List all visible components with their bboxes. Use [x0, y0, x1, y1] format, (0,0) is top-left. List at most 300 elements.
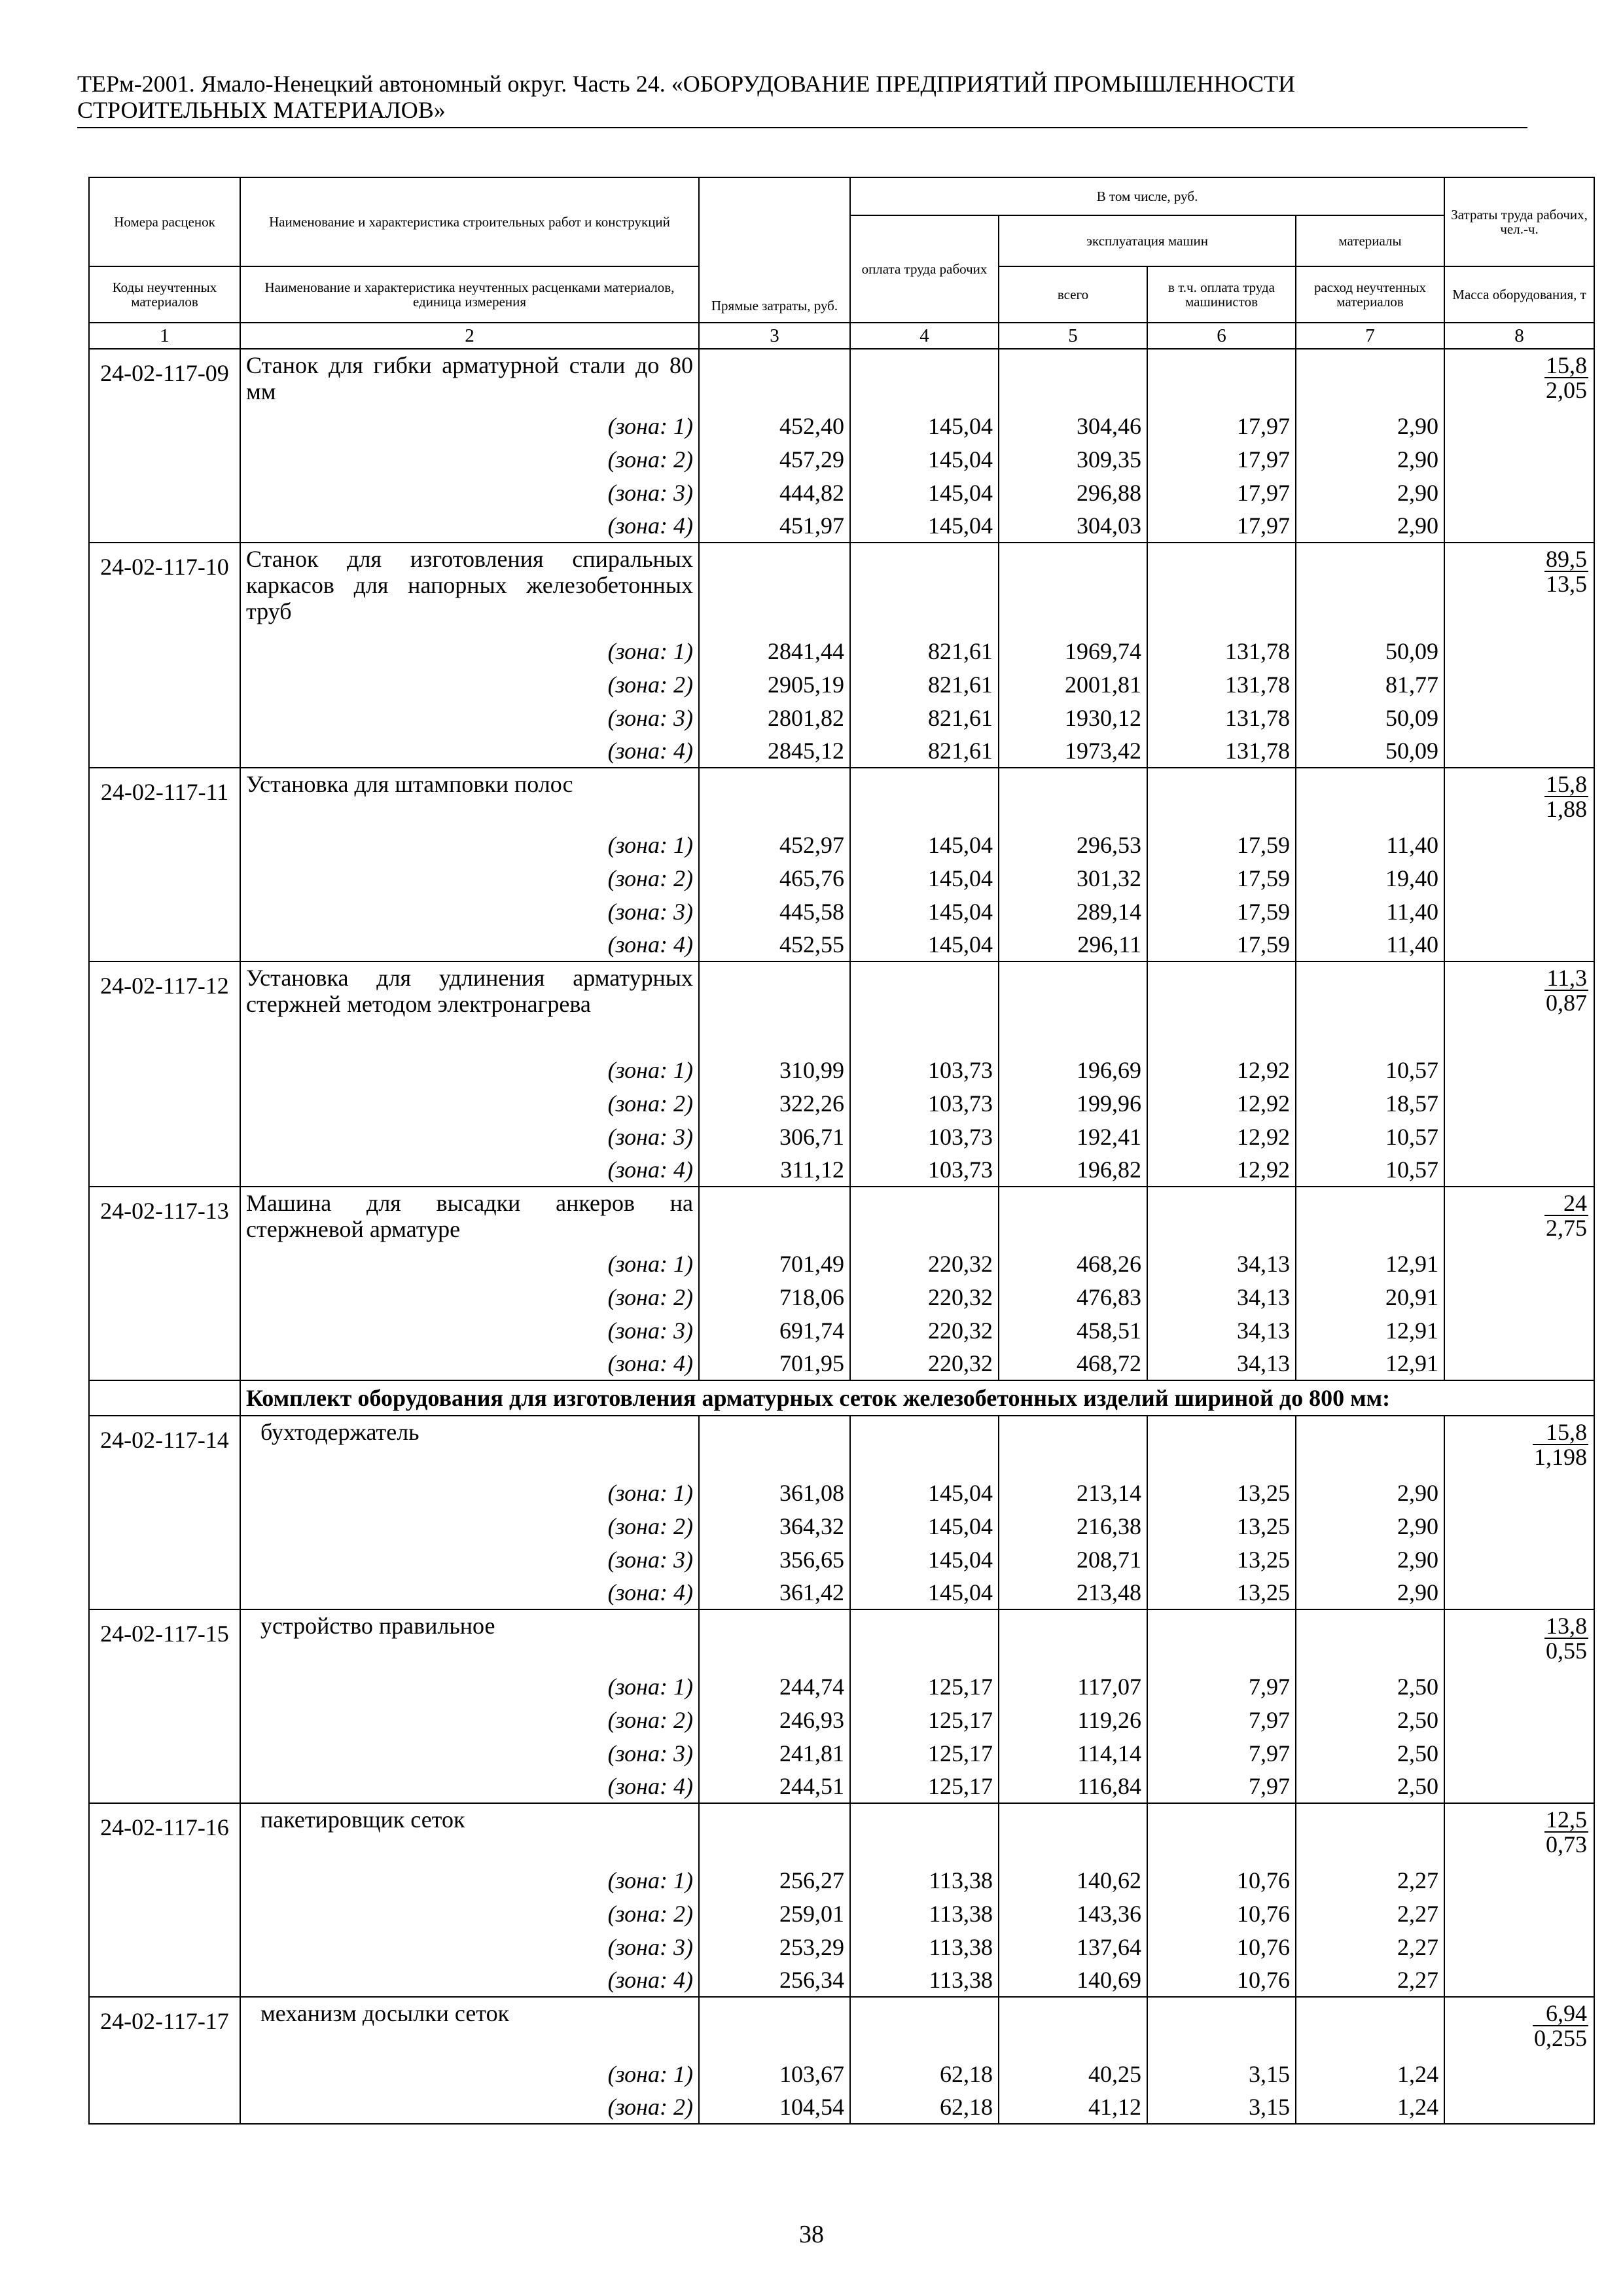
operator-wages: 7,97 — [1147, 1670, 1296, 1703]
operator-wages: 17,97 — [1147, 442, 1296, 476]
labor-value: 89,5 — [1546, 546, 1588, 572]
worker-wages: 145,04 — [850, 828, 999, 861]
materials-cost: 2,27 — [1296, 1964, 1444, 1997]
worker-wages: 145,04 — [850, 476, 999, 509]
mass-value: 0,55 — [1546, 1638, 1588, 1664]
zone-row — [89, 1897, 1594, 1930]
labor-mass-cell — [1444, 1609, 1594, 1670]
zone-row — [89, 442, 1594, 476]
materials-cost: 2,90 — [1296, 1476, 1444, 1509]
machines-total: 304,03 — [999, 509, 1147, 543]
machines-total: 196,82 — [999, 1153, 1147, 1187]
direct-cost: 356,65 — [699, 1543, 850, 1576]
worker-wages: 145,04 — [850, 1476, 999, 1509]
zone-label: (зона: 2) — [240, 861, 699, 895]
zone-row — [89, 1153, 1594, 1187]
section-row — [89, 1380, 1594, 1416]
rate-name-text: Установка для удлинения арматурных стержней методом электронагрева — [246, 965, 693, 1017]
direct-cost: 718,06 — [699, 1280, 850, 1314]
materials-cost: 19,40 — [1296, 861, 1444, 895]
worker-wages: 103,73 — [850, 1153, 999, 1187]
operator-wages: 17,59 — [1147, 861, 1296, 895]
machines-total: 140,62 — [999, 1863, 1147, 1897]
zone-label: (зона: 3) — [240, 1930, 699, 1964]
zone-label: (зона: 1) — [240, 1247, 699, 1280]
direct-cost: 322,26 — [699, 1086, 850, 1120]
zone-row — [89, 734, 1594, 768]
rate-name-text: пакетировщик сеток — [260, 1806, 465, 1833]
machines-total: 468,72 — [999, 1347, 1147, 1380]
direct-cost: 244,74 — [699, 1670, 850, 1703]
th-materialy: материалы — [1296, 215, 1444, 266]
mass-value: 0,255 — [1534, 2025, 1588, 2051]
rate-name-text: Станок для изготовления спиральных каркасов для напорных железобетонных труб — [246, 546, 693, 624]
operator-wages: 13,25 — [1147, 1543, 1296, 1576]
mass-value: 13,5 — [1546, 571, 1588, 597]
zone-label: (зона: 1) — [240, 409, 699, 442]
machines-total: 199,96 — [999, 1086, 1147, 1120]
machines-total: 192,41 — [999, 1120, 1147, 1153]
direct-cost: 445,58 — [699, 895, 850, 928]
labor-mass-fraction — [1544, 1614, 1588, 1662]
materials-cost: 50,09 — [1296, 701, 1444, 734]
worker-wages: 145,04 — [850, 509, 999, 543]
operator-wages: 34,13 — [1147, 1347, 1296, 1380]
machines-total: 468,26 — [999, 1247, 1147, 1280]
labor-mass-fraction — [1544, 1191, 1588, 1240]
worker-wages: 821,61 — [850, 668, 999, 701]
zone-row — [89, 861, 1594, 895]
zone-row — [89, 1509, 1594, 1543]
operator-wages: 7,97 — [1147, 1703, 1296, 1736]
machines-total: 1969,74 — [999, 634, 1147, 668]
worker-wages: 62,18 — [850, 2057, 999, 2090]
rate-title-row — [89, 768, 1594, 828]
rate-name-text: устройство правильное — [260, 1613, 495, 1639]
operator-wages: 131,78 — [1147, 701, 1296, 734]
direct-cost: 361,42 — [699, 1576, 850, 1609]
zone-row — [89, 1086, 1594, 1120]
labor-value: 6,94 — [1533, 2001, 1588, 2026]
zone-row — [89, 1314, 1594, 1347]
rate-name-text: Установка для штамповки полос — [246, 771, 573, 797]
machines-total: 2001,81 — [999, 668, 1147, 701]
rate-title-row — [89, 1803, 1594, 1863]
operator-wages: 13,25 — [1147, 1476, 1296, 1509]
worker-wages: 145,04 — [850, 1576, 999, 1609]
labor-mass-cell — [1444, 1997, 1594, 2057]
rate-name-text: бухтодержатель — [260, 1419, 419, 1445]
rate-code: 24-02-117-16 — [89, 1803, 240, 1863]
materials-cost: 20,91 — [1296, 1280, 1444, 1314]
rate-code: 24-02-117-09 — [89, 349, 240, 409]
machines-total: 296,53 — [999, 828, 1147, 861]
mass-value: 1,88 — [1546, 796, 1588, 822]
zone-label: (зона: 3) — [240, 1543, 699, 1576]
materials-cost: 2,27 — [1296, 1863, 1444, 1897]
rate-title-row — [89, 1609, 1594, 1670]
labor-mass-fraction — [1544, 1808, 1588, 1856]
direct-cost: 691,74 — [699, 1314, 850, 1347]
col-number: 3 — [699, 323, 850, 349]
materials-cost: 2,90 — [1296, 409, 1444, 442]
th-vsego: всего — [999, 266, 1147, 323]
worker-wages: 103,73 — [850, 1053, 999, 1086]
worker-wages: 113,38 — [850, 1930, 999, 1964]
zone-label: (зона: 4) — [240, 1770, 699, 1803]
materials-cost: 18,57 — [1296, 1086, 1444, 1120]
materials-cost: 1,24 — [1296, 2057, 1444, 2090]
rate-name — [240, 1416, 699, 1476]
operator-wages: 7,97 — [1147, 1736, 1296, 1770]
labor-mass-fraction — [1533, 1420, 1588, 1469]
col-number: 1 — [89, 323, 240, 349]
rate-title-row — [89, 543, 1594, 634]
worker-wages: 145,04 — [850, 895, 999, 928]
rate-title-row — [89, 1187, 1594, 1247]
worker-wages: 145,04 — [850, 442, 999, 476]
materials-cost: 2,50 — [1296, 1703, 1444, 1736]
materials-cost: 12,91 — [1296, 1314, 1444, 1347]
worker-wages: 145,04 — [850, 928, 999, 961]
operator-wages: 3,15 — [1147, 2057, 1296, 2090]
direct-cost: 246,93 — [699, 1703, 850, 1736]
operator-wages: 10,76 — [1147, 1897, 1296, 1930]
worker-wages: 821,61 — [850, 701, 999, 734]
materials-cost: 50,09 — [1296, 634, 1444, 668]
materials-cost: 2,90 — [1296, 509, 1444, 543]
zone-row — [89, 1347, 1594, 1380]
operator-wages: 131,78 — [1147, 734, 1296, 768]
direct-cost: 701,49 — [699, 1247, 850, 1280]
materials-cost: 11,40 — [1296, 828, 1444, 861]
direct-cost: 256,34 — [699, 1964, 850, 1997]
th-ekspluataciya: эксплуатация машин — [999, 215, 1296, 266]
materials-cost: 12,91 — [1296, 1247, 1444, 1280]
worker-wages: 103,73 — [850, 1120, 999, 1153]
labor-mass-fraction — [1544, 772, 1588, 821]
labor-value: 15,8 — [1533, 1420, 1588, 1445]
worker-wages: 125,17 — [850, 1770, 999, 1803]
machines-total: 114,14 — [999, 1736, 1147, 1770]
operator-wages: 13,25 — [1147, 1576, 1296, 1609]
operator-wages: 131,78 — [1147, 668, 1296, 701]
worker-wages: 220,32 — [850, 1247, 999, 1280]
labor-mass-fraction — [1544, 353, 1588, 402]
machines-total: 1930,12 — [999, 701, 1147, 734]
col-number: 8 — [1444, 323, 1594, 349]
rates-table — [88, 177, 1595, 2125]
direct-cost: 452,97 — [699, 828, 850, 861]
labor-mass-fraction — [1533, 2001, 1588, 2050]
labor-mass-cell — [1444, 349, 1594, 409]
zone-row — [89, 828, 1594, 861]
materials-cost: 12,91 — [1296, 1347, 1444, 1380]
direct-cost: 306,71 — [699, 1120, 850, 1153]
labor-value: 15,8 — [1546, 352, 1588, 378]
zone-label: (зона: 3) — [240, 1736, 699, 1770]
col-number: 7 — [1296, 323, 1444, 349]
zone-row — [89, 1543, 1594, 1576]
rate-name — [240, 1187, 699, 1247]
machines-total: 40,25 — [999, 2057, 1147, 2090]
zone-row — [89, 1476, 1594, 1509]
direct-cost: 452,40 — [699, 409, 850, 442]
operator-wages: 17,59 — [1147, 828, 1296, 861]
labor-mass-cell — [1444, 768, 1594, 828]
rate-name — [240, 1609, 699, 1670]
direct-cost: 2841,44 — [699, 634, 850, 668]
th-rashod: расход неучтенных материалов — [1296, 266, 1444, 323]
direct-cost: 444,82 — [699, 476, 850, 509]
zone-row — [89, 1247, 1594, 1280]
zone-label: (зона: 1) — [240, 828, 699, 861]
operator-wages: 17,59 — [1147, 895, 1296, 928]
zone-label: (зона: 1) — [240, 1670, 699, 1703]
zone-label: (зона: 1) — [240, 1476, 699, 1509]
materials-cost: 1,24 — [1296, 2090, 1444, 2124]
page-header — [77, 71, 1527, 128]
rate-name — [240, 1803, 699, 1863]
worker-wages: 113,38 — [850, 1897, 999, 1930]
machines-total: 119,26 — [999, 1703, 1147, 1736]
labor-mass-fraction — [1544, 966, 1588, 1014]
worker-wages: 821,61 — [850, 734, 999, 768]
mass-value: 0,87 — [1546, 990, 1588, 1016]
zone-label: (зона: 2) — [240, 1509, 699, 1543]
operator-wages: 10,76 — [1147, 1930, 1296, 1964]
th-massa: Масса оборудования, т — [1444, 266, 1594, 323]
worker-wages: 125,17 — [850, 1703, 999, 1736]
zone-row — [89, 895, 1594, 928]
col-number: 6 — [1147, 323, 1296, 349]
direct-cost: 241,81 — [699, 1736, 850, 1770]
zone-label: (зона: 3) — [240, 1314, 699, 1347]
direct-cost: 465,76 — [699, 861, 850, 895]
direct-cost: 361,08 — [699, 1476, 850, 1509]
labor-mass-cell — [1444, 961, 1594, 1053]
th-pryamye: Прямые затраты, руб. — [699, 177, 850, 323]
direct-cost: 452,55 — [699, 928, 850, 961]
rate-name-text: Станок для гибки арматурной стали до 80 мм — [246, 352, 693, 404]
th-zatraty-truda: Затраты труда рабочих, чел.-ч. — [1444, 177, 1594, 266]
materials-cost: 11,40 — [1296, 895, 1444, 928]
zone-label: (зона: 3) — [240, 476, 699, 509]
machines-total: 301,32 — [999, 861, 1147, 895]
th-nomera: Номера расценок — [89, 177, 240, 266]
direct-cost: 103,67 — [699, 2057, 850, 2090]
zone-label: (зона: 4) — [240, 1576, 699, 1609]
rate-name-text: Машина для высадки анкеров на стержневой арматуре — [246, 1190, 693, 1242]
rate-name — [240, 961, 699, 1053]
machines-total: 304,46 — [999, 409, 1147, 442]
operator-wages: 12,92 — [1147, 1053, 1296, 1086]
machines-total: 196,69 — [999, 1053, 1147, 1086]
machines-total: 116,84 — [999, 1770, 1147, 1803]
machines-total: 289,14 — [999, 895, 1147, 928]
zone-row — [89, 476, 1594, 509]
machines-total: 458,51 — [999, 1314, 1147, 1347]
header-line-1: ТЕРм-2001. Ямало-Ненецкий автономный округ. Часть 24. «ОБОРУДОВАНИЕ ПРЕДПРИЯТИЙ ПРОМЫШЛЕННОСТИ — [77, 71, 1295, 97]
direct-cost: 457,29 — [699, 442, 850, 476]
th-naim-materials: Наименование и характеристика неучтенных расценками материалов, единица измерения — [240, 266, 699, 323]
rate-code: 24-02-117-17 — [89, 1997, 240, 2057]
zone-row — [89, 668, 1594, 701]
machines-total: 41,12 — [999, 2090, 1147, 2124]
machines-total: 117,07 — [999, 1670, 1147, 1703]
header-line-2: СТРОИТЕЛЬНЫХ МАТЕРИАЛОВ» — [77, 97, 446, 123]
materials-cost: 2,27 — [1296, 1930, 1444, 1964]
operator-wages: 12,92 — [1147, 1086, 1296, 1120]
col-number: 4 — [850, 323, 999, 349]
materials-cost: 2,90 — [1296, 1576, 1444, 1609]
labor-value: 11,3 — [1544, 966, 1588, 991]
materials-cost: 10,57 — [1296, 1120, 1444, 1153]
machines-total: 213,48 — [999, 1576, 1147, 1609]
operator-wages: 17,97 — [1147, 409, 1296, 442]
rates-table-body — [89, 177, 1594, 2124]
rate-name — [240, 543, 699, 634]
materials-cost: 2,27 — [1296, 1897, 1444, 1930]
zone-row — [89, 1053, 1594, 1086]
labor-value: 12,5 — [1546, 1806, 1588, 1833]
zone-label: (зона: 2) — [240, 1086, 699, 1120]
zone-row — [89, 2090, 1594, 2124]
zone-label: (зона: 4) — [240, 1964, 699, 1997]
col-number: 5 — [999, 323, 1147, 349]
materials-cost: 10,57 — [1296, 1153, 1444, 1187]
worker-wages: 62,18 — [850, 2090, 999, 2124]
zone-label: (зона: 3) — [240, 701, 699, 734]
zone-label: (зона: 2) — [240, 1703, 699, 1736]
labor-mass-cell — [1444, 1416, 1594, 1476]
worker-wages: 113,38 — [850, 1863, 999, 1897]
zone-row — [89, 1930, 1594, 1964]
direct-cost: 2845,12 — [699, 734, 850, 768]
rate-title-row — [89, 1416, 1594, 1476]
direct-cost: 310,99 — [699, 1053, 850, 1086]
th-naim-works: Наименование и характеристика строительных работ и конструкций — [240, 177, 699, 266]
zone-label: (зона: 1) — [240, 1053, 699, 1086]
zone-label: (зона: 4) — [240, 509, 699, 543]
th-v-tom-chisle: В том числе, руб. — [850, 177, 1444, 215]
zone-label: (зона: 4) — [240, 1153, 699, 1187]
labor-value: 13,8 — [1546, 1613, 1588, 1639]
labor-mass-cell — [1444, 1187, 1594, 1247]
zone-label: (зона: 2) — [240, 2090, 699, 2124]
materials-cost: 50,09 — [1296, 734, 1444, 768]
section-title: Комплект оборудования для изготовления арматурных сеток железобетонных изделий шириной до 800 мм: — [240, 1380, 1594, 1416]
materials-cost: 2,50 — [1296, 1736, 1444, 1770]
zone-row — [89, 1964, 1594, 1997]
worker-wages: 145,04 — [850, 861, 999, 895]
machines-total: 216,38 — [999, 1509, 1147, 1543]
zone-label: (зона: 1) — [240, 634, 699, 668]
worker-wages: 220,32 — [850, 1280, 999, 1314]
machines-total: 208,71 — [999, 1543, 1147, 1576]
rate-code: 24-02-117-15 — [89, 1609, 240, 1670]
zone-label: (зона: 4) — [240, 1347, 699, 1380]
zone-label: (зона: 1) — [240, 1863, 699, 1897]
mass-value: 2,75 — [1546, 1215, 1588, 1241]
materials-cost: 2,90 — [1296, 476, 1444, 509]
direct-cost: 244,51 — [699, 1770, 850, 1803]
zone-row — [89, 1670, 1594, 1703]
labor-value: 24 — [1544, 1191, 1588, 1216]
zone-row — [89, 1576, 1594, 1609]
operator-wages: 7,97 — [1147, 1770, 1296, 1803]
zone-row — [89, 701, 1594, 734]
labor-value: 15,8 — [1546, 771, 1588, 797]
operator-wages: 34,13 — [1147, 1247, 1296, 1280]
operator-wages: 34,13 — [1147, 1314, 1296, 1347]
direct-cost: 364,32 — [699, 1509, 850, 1543]
rate-name — [240, 349, 699, 409]
zone-row — [89, 634, 1594, 668]
worker-wages: 220,32 — [850, 1347, 999, 1380]
rate-code: 24-02-117-14 — [89, 1416, 240, 1476]
materials-cost: 11,40 — [1296, 928, 1444, 961]
zone-label: (зона: 4) — [240, 734, 699, 768]
worker-wages: 821,61 — [850, 634, 999, 668]
rate-code: 24-02-117-13 — [89, 1187, 240, 1247]
zone-row — [89, 928, 1594, 961]
operator-wages: 17,97 — [1147, 476, 1296, 509]
col-number: 2 — [240, 323, 699, 349]
rate-code: 24-02-117-12 — [89, 961, 240, 1053]
rate-code: 24-02-117-10 — [89, 543, 240, 634]
zone-row — [89, 1703, 1594, 1736]
worker-wages: 145,04 — [850, 1509, 999, 1543]
direct-cost: 256,27 — [699, 1863, 850, 1897]
zone-label: (зона: 3) — [240, 895, 699, 928]
materials-cost: 81,77 — [1296, 668, 1444, 701]
rate-name — [240, 768, 699, 828]
worker-wages: 125,17 — [850, 1736, 999, 1770]
zone-label: (зона: 2) — [240, 1897, 699, 1930]
operator-wages: 17,59 — [1147, 928, 1296, 961]
page-number: 38 — [799, 2221, 824, 2248]
direct-cost: 259,01 — [699, 1897, 850, 1930]
direct-cost: 2905,19 — [699, 668, 850, 701]
worker-wages: 113,38 — [850, 1964, 999, 1997]
zone-label: (зона: 2) — [240, 668, 699, 701]
rate-name-text: механизм досылки сеток — [260, 2000, 510, 2026]
rate-code: 24-02-117-11 — [89, 768, 240, 828]
machines-total: 213,14 — [999, 1476, 1147, 1509]
zone-label: (зона: 2) — [240, 442, 699, 476]
labor-mass-cell — [1444, 543, 1594, 634]
zone-row — [89, 1736, 1594, 1770]
worker-wages: 145,04 — [850, 409, 999, 442]
operator-wages: 3,15 — [1147, 2090, 1296, 2124]
mass-value: 2,05 — [1546, 377, 1588, 403]
operator-wages: 34,13 — [1147, 1280, 1296, 1314]
direct-cost: 104,54 — [699, 2090, 850, 2124]
worker-wages: 125,17 — [850, 1670, 999, 1703]
direct-cost: 2801,82 — [699, 701, 850, 734]
zone-row — [89, 1863, 1594, 1897]
materials-cost: 2,90 — [1296, 1509, 1444, 1543]
rate-title-row — [89, 961, 1594, 1053]
materials-cost: 2,90 — [1296, 1543, 1444, 1576]
materials-cost: 2,90 — [1296, 442, 1444, 476]
operator-wages: 13,25 — [1147, 1509, 1296, 1543]
mass-value: 1,198 — [1534, 1444, 1588, 1470]
operator-wages: 131,78 — [1147, 634, 1296, 668]
machines-total: 143,36 — [999, 1897, 1147, 1930]
zone-label: (зона: 4) — [240, 928, 699, 961]
